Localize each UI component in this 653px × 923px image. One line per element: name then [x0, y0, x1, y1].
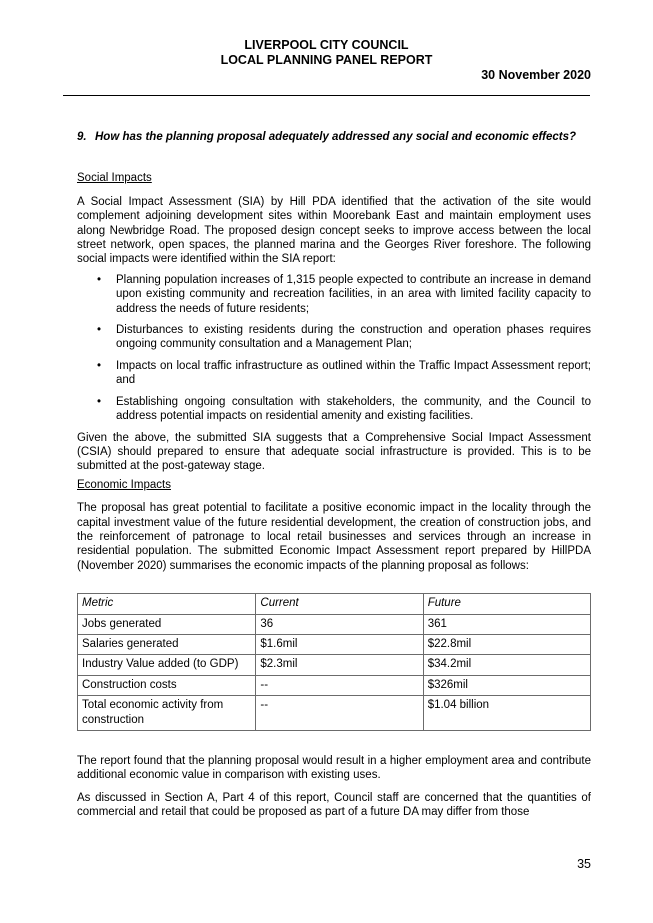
bullet-icon: •	[97, 395, 102, 408]
question-text: How has the planning proposal adequately addressed any social and economic effects?	[95, 131, 576, 143]
header-date: 30 November 2020	[481, 68, 591, 82]
economic-finding-paragraph: The report found that the planning proposal would result in a higher employment area and contribute additional economic value in comparison with existing uses.	[77, 755, 591, 782]
economic-intro-paragraph: The proposal has great potential to facilitate a positive economic impact in the locality through the capital investment value of the future residential development, the creation of construction jobs, and the reinforcement of patronage to local retail businesses and services through an increase in residential population. The submitted Economic Impact Assessment report prepared by HillPDA (November 2020) summarises the economic impacts of the planning proposal as follows:	[77, 502, 591, 572]
table-header-row	[78, 594, 591, 614]
header-organisation: LIVERPOOL CITY COUNCIL	[244, 38, 409, 52]
question-heading	[77, 130, 591, 144]
bullet-icon: •	[97, 324, 102, 337]
bullet-icon: •	[97, 359, 102, 372]
table-cell: --	[256, 696, 423, 731]
question-number: 9.	[77, 131, 87, 143]
page-number: 35	[577, 857, 591, 871]
table-cell: Industry Value added (to GDP)	[78, 655, 256, 675]
header-divider	[63, 95, 590, 96]
table-cell: $1.6mil	[256, 634, 423, 654]
header-report-title: LOCAL PLANNING PANEL REPORT	[220, 53, 433, 67]
table-row	[78, 675, 591, 695]
table-cell: 361	[423, 614, 590, 634]
table-cell: Salaries generated	[78, 634, 256, 654]
table-cell: $22.8mil	[423, 634, 590, 654]
list-item: • Planning population increases of 1,315 people expected to contribute an increase in demand upon existing community and recreation facilities, in an area with limited facility capacity to address the needs of future residents;	[97, 273, 591, 315]
table-cell: $1.04 billion	[423, 696, 590, 731]
table-cell: Jobs generated	[78, 614, 256, 634]
table-cell: 36	[256, 614, 423, 634]
table-cell: $326mil	[423, 675, 590, 695]
social-impacts-heading: Social Impacts	[77, 172, 152, 185]
table-cell: --	[256, 675, 423, 695]
economic-impacts-table	[77, 593, 591, 731]
economic-discussion-paragraph: As discussed in Section A, Part 4 of this report, Council staff are concerned that the quantities of commercial and retail that could be proposed as part of a future DA may differ from those	[77, 791, 591, 819]
table-cell: $34.2mil	[423, 655, 590, 675]
column-header-current: Current	[256, 594, 423, 614]
social-impacts-list	[77, 273, 591, 424]
table-row	[78, 655, 591, 675]
list-item: • Disturbances to existing residents during the construction and operation phases requires ongoing community consultation and a Management Plan;	[97, 324, 591, 351]
page-body	[77, 130, 591, 820]
table-cell: Total economic activity from construction	[78, 696, 256, 731]
table-row	[78, 634, 591, 654]
social-conclusion-paragraph: Given the above, the submitted SIA suggests that a Comprehensive Social Impact Assessment (CSIA) should prepared to ensure that adequate social infrastructure is provided. This is to be submitted at the post-gateway stage.	[77, 431, 591, 473]
table-row	[78, 614, 591, 634]
list-item: • Impacts on local traffic infrastructure as outlined within the Traffic Impact Assessment report; and	[97, 359, 591, 387]
table-row	[78, 696, 591, 731]
economic-impacts-heading: Economic Impacts	[77, 478, 171, 491]
column-header-future: Future	[423, 594, 590, 614]
list-item: • Establishing ongoing consultation with stakeholders, the community, and the Council to address potential impacts on residential amenity and existing facilities.	[97, 395, 591, 423]
column-header-metric: Metric	[78, 594, 256, 614]
social-intro-paragraph: A Social Impact Assessment (SIA) by Hill PDA identified that the activation of the site would complement adjoining development sites within Moorebank East and maintain employment uses along Newbridge Road. The proposed design concept seeks to improve access between the local street network, open spaces, the planned marina and the Georges River foreshore. The following social impacts were identified within the SIA report:	[77, 195, 591, 266]
table-cell: Construction costs	[78, 675, 256, 695]
table-cell: $2.3mil	[256, 655, 423, 675]
bullet-icon: •	[97, 273, 102, 286]
